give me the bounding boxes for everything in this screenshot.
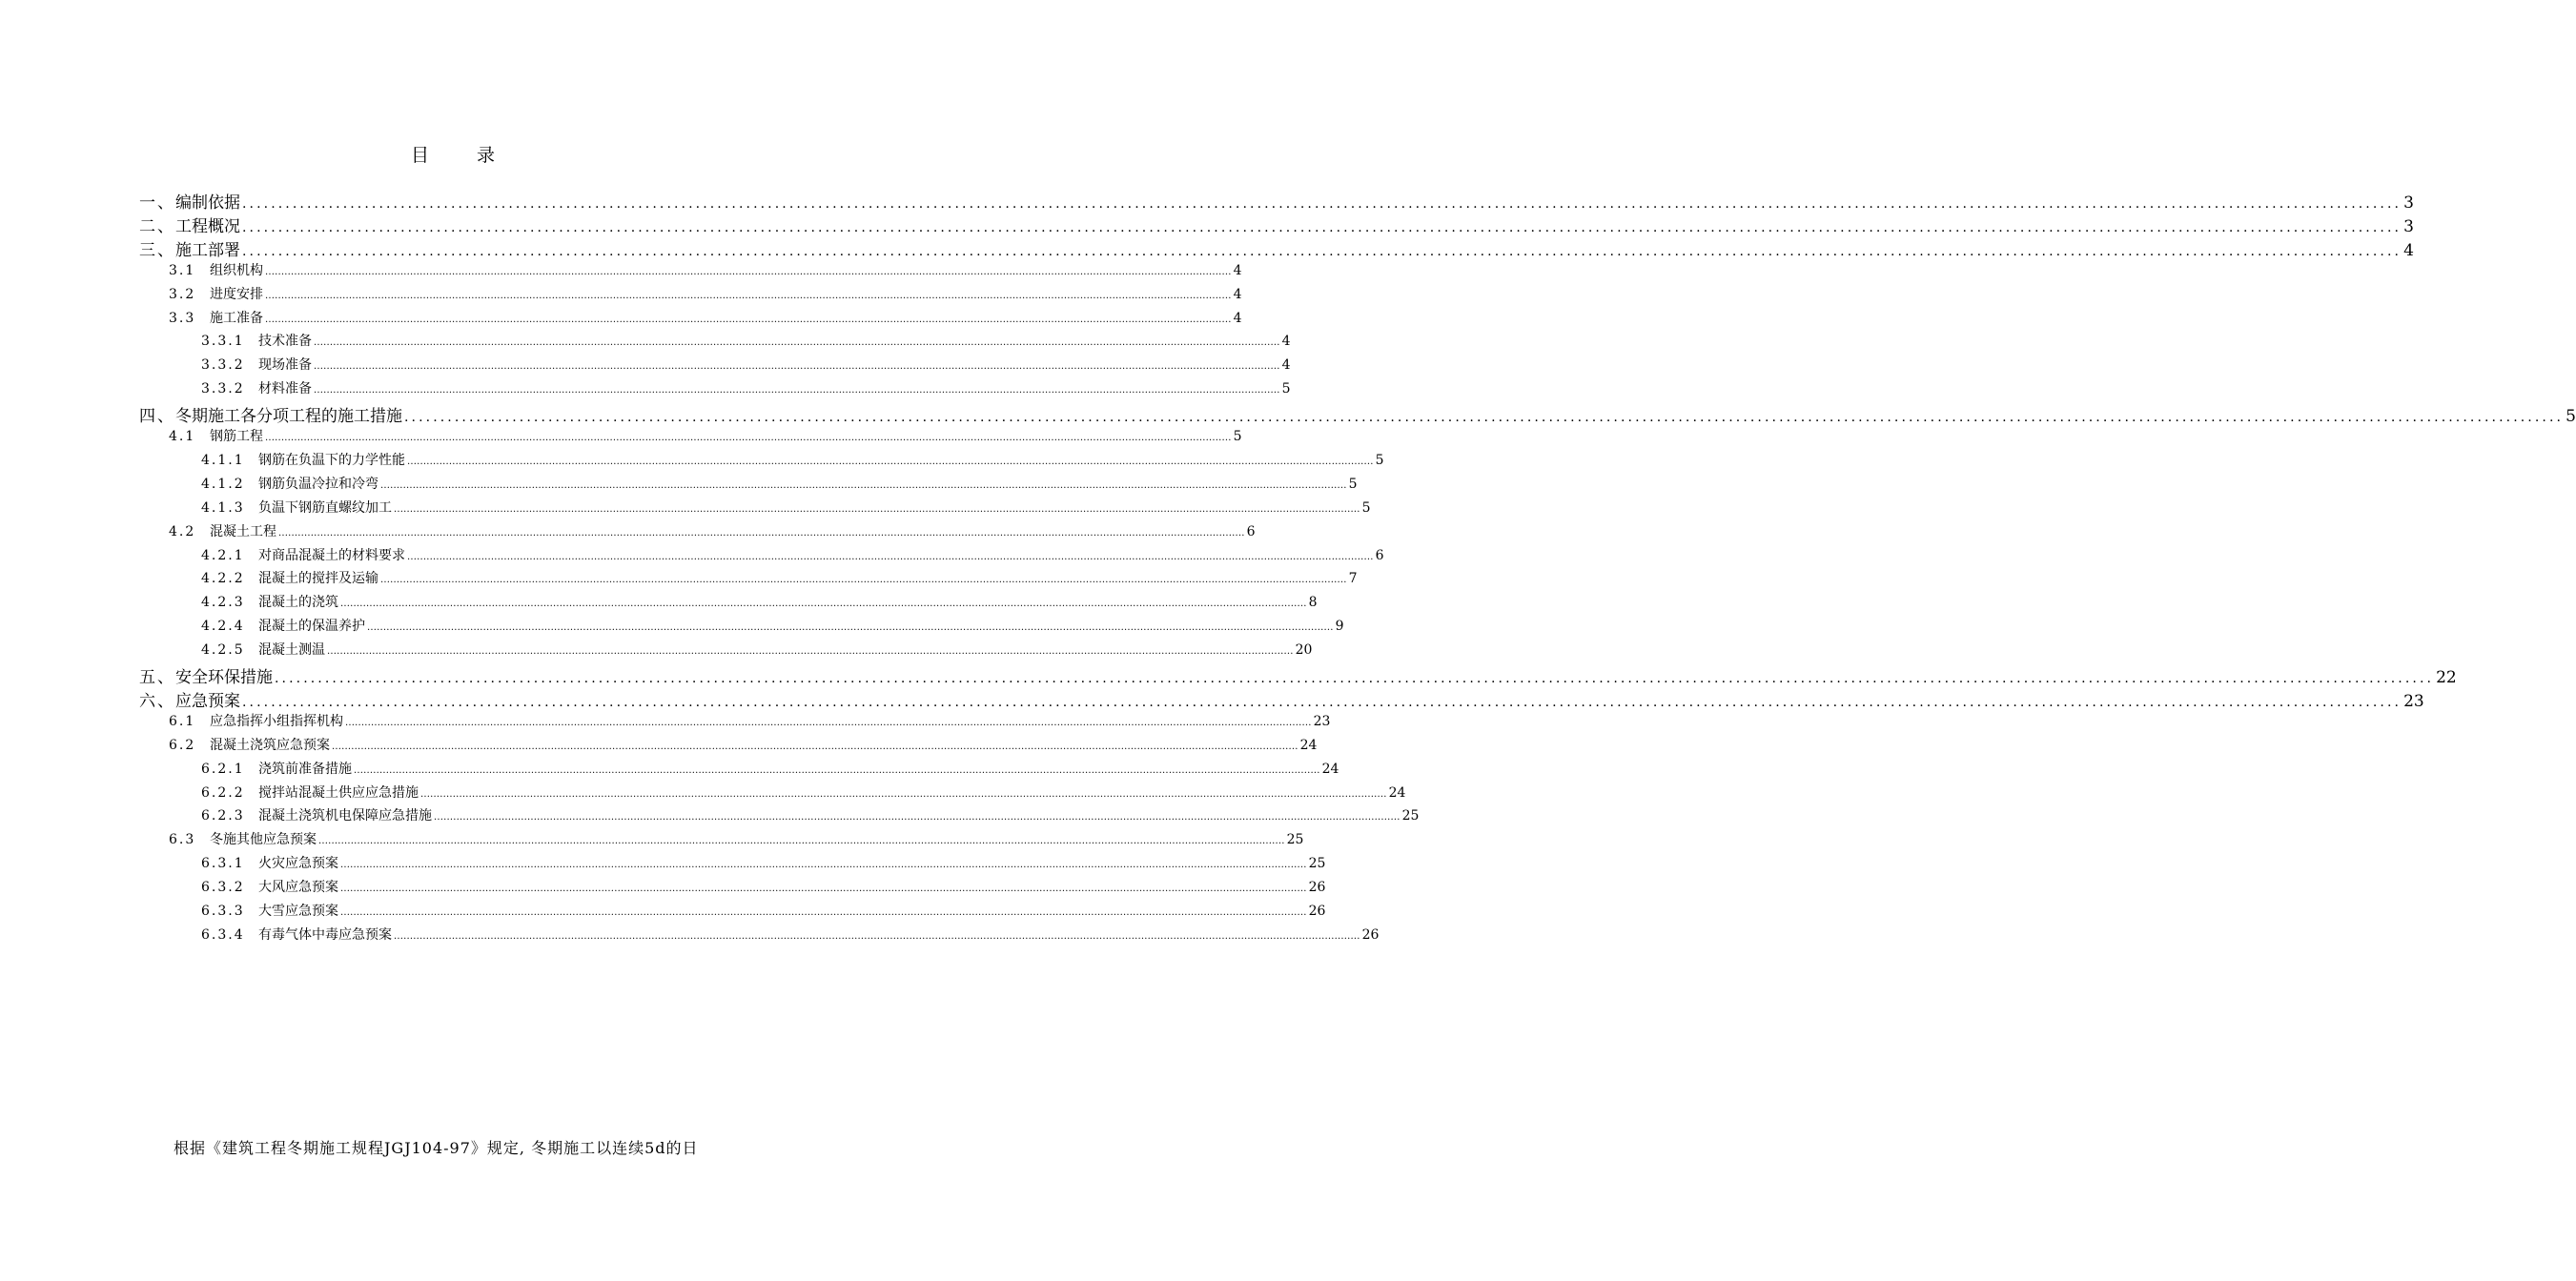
toc-entry-title: 有毒气体中毒应急预案 <box>258 926 392 943</box>
toc-entry-title: 应急预案 <box>175 691 240 711</box>
toc-entry-page-number: 26 <box>1308 904 1326 919</box>
toc-entry-title: 冬期施工各分项工程的施工措施 <box>175 407 402 427</box>
toc-entry-label <box>201 568 378 587</box>
toc-entry-title: 混凝土浇筑应急预案 <box>210 737 330 753</box>
toc-entry-label <box>201 450 405 469</box>
toc-entry-page-number: 24 <box>1388 784 1406 801</box>
toc-entry-number: 二、 <box>139 216 175 236</box>
dot-leader: ............................................................................................................................................................................................................................................................................................................ <box>242 694 2402 710</box>
toc-entry-page-number: 4 <box>1233 286 1242 302</box>
toc-entry-label <box>169 521 276 540</box>
toc-entry-title: 混凝土浇筑机电保障应急措施 <box>258 808 432 824</box>
dot-leader: ............................................................................................................................................................................................................................................................................................................ <box>242 243 2402 259</box>
dot-leader: ............................................................................................................................................................................................................................................................................................................ <box>314 361 1280 373</box>
toc-entry-number: 6.1 <box>169 713 196 729</box>
toc-entry[interactable] <box>201 592 1318 611</box>
toc-entry[interactable] <box>201 640 1313 659</box>
toc-entry[interactable] <box>169 521 1256 540</box>
toc-entry-title: 技术准备 <box>258 334 312 350</box>
toc-entry-page-number: 24 <box>1299 737 1318 753</box>
toc-entry-label <box>201 545 405 564</box>
dot-leader: ............................................................................................................................................................................................................................................................................................................ <box>340 884 1307 895</box>
dot-leader: ............................................................................................................................................................................................................................................................................................................ <box>275 671 2435 686</box>
toc-entry-label <box>139 402 402 426</box>
toc-entry-page-number: 25 <box>1401 808 1420 824</box>
toc-entry[interactable] <box>169 426 1242 445</box>
toc-entry-title: 安全环保措施 <box>175 668 273 687</box>
toc-entry[interactable] <box>169 711 1331 730</box>
toc-entry-number: 3.3.2 <box>201 357 245 374</box>
dot-leader: ............................................................................................................................................................................................................................................................................................................ <box>380 479 1347 491</box>
toc-entry[interactable] <box>139 402 2576 427</box>
dot-leader: ............................................................................................................................................................................................................................................................................................................ <box>404 410 2565 426</box>
dot-leader: ............................................................................................................................................................................................................................................................................................................ <box>265 314 1232 325</box>
toc-entry-label <box>169 260 263 279</box>
toc-entry-title: 搅拌站混凝土供应应急措施 <box>258 784 419 801</box>
toc-entry-number: 4.2.4 <box>201 619 245 635</box>
toc-entry[interactable] <box>169 308 1242 327</box>
toc-entry-title: 施工部署 <box>175 240 240 260</box>
toc-entry-number: 六、 <box>139 691 175 711</box>
toc-entry-label <box>139 189 240 213</box>
toc-entry[interactable] <box>169 829 1304 848</box>
toc-entry-number: 4.1.1 <box>201 452 245 468</box>
toc-entry-page-number: 23 <box>1313 713 1331 729</box>
toc-entry-title: 钢筋工程 <box>210 429 263 444</box>
dot-leader: ............................................................................................................................................................................................................................................................................................................ <box>420 788 1387 800</box>
toc-entry-title: 混凝土的保温养护 <box>258 619 365 635</box>
toc-entry-number: 6.2 <box>169 737 196 753</box>
toc-entry-title: 浇筑前准备措施 <box>258 761 352 777</box>
toc-entry-number: 一、 <box>139 193 175 213</box>
toc-entry-page-number: 4 <box>1281 334 1291 350</box>
toc-entry[interactable] <box>201 853 1326 872</box>
dot-leader: ............................................................................................................................................................................................................................................................................................................ <box>314 385 1280 396</box>
toc-entry-label <box>201 640 325 659</box>
dot-leader: ............................................................................................................................................................................................................................................................................................................ <box>367 622 1334 634</box>
toc-entry-number: 4.2.5 <box>201 642 245 659</box>
toc-entry-page-number: 4 <box>2403 240 2414 260</box>
toc-entry[interactable] <box>169 260 1242 279</box>
dot-leader: ............................................................................................................................................................................................................................................................................................................ <box>394 930 1360 942</box>
toc-entry-label <box>139 687 240 711</box>
toc-entry-title: 负温下钢筋直螺纹加工 <box>258 499 392 516</box>
toc-entry-page-number: 5 <box>1361 499 1371 516</box>
toc-entry-title: 应急指挥小组指挥机构 <box>210 713 343 729</box>
toc-entry[interactable] <box>201 616 1344 635</box>
dot-leader: ............................................................................................................................................................................................................................................................................................................ <box>345 717 1312 728</box>
toc-entry-number: 4.1.2 <box>201 476 245 492</box>
toc-entry-label <box>169 308 263 327</box>
toc-entry-number: 四、 <box>139 407 175 427</box>
toc-entry-number: 4.2.2 <box>201 571 245 587</box>
toc-entry-label <box>201 616 365 635</box>
toc-entry-number: 6.2.2 <box>201 784 245 801</box>
toc-entry-number: 4.2 <box>169 523 196 539</box>
toc-entry[interactable] <box>201 925 1380 944</box>
toc-entry-label <box>169 735 330 754</box>
toc-entry[interactable] <box>201 378 1291 397</box>
toc-entry-number: 五、 <box>139 668 175 687</box>
toc-entry-label <box>201 783 419 802</box>
toc-entry-label <box>169 284 263 303</box>
toc-entry[interactable] <box>201 759 1339 778</box>
toc-entry-title: 进度安排 <box>210 286 263 302</box>
toc-entry-label <box>201 805 432 824</box>
dot-leader: ............................................................................................................................................................................................................................................................................................................ <box>340 860 1307 871</box>
dot-leader: ............................................................................................................................................................................................................................................................................................................ <box>314 337 1280 349</box>
dot-leader: ............................................................................................................................................................................................................................................................................................................ <box>278 527 1245 539</box>
toc-entry-page-number: 23 <box>2403 691 2424 711</box>
toc-entry-page-number: 5 <box>1348 476 1358 492</box>
toc-entry[interactable] <box>201 498 1371 517</box>
toc-entry-title: 施工准备 <box>210 310 263 326</box>
toc-entry-label <box>201 474 378 493</box>
toc-entry[interactable] <box>139 236 2414 260</box>
toc-title: 目 录 <box>410 145 517 166</box>
toc-entry[interactable] <box>201 805 1420 824</box>
dot-leader: ............................................................................................................................................................................................................................................................................................................ <box>407 551 1374 562</box>
toc-entry-title: 对商品混凝土的材料要求 <box>258 547 405 563</box>
toc-entry-label <box>201 498 392 517</box>
dot-leader: ............................................................................................................................................................................................................................................................................................................ <box>265 433 1232 443</box>
toc-entry-page-number: 6 <box>1246 523 1256 539</box>
dot-leader: ............................................................................................................................................................................................................................................................................................................ <box>318 836 1285 847</box>
toc-entry-title: 大雪应急预案 <box>258 904 338 919</box>
toc-entry-page-number: 25 <box>1308 856 1326 872</box>
toc-entry[interactable] <box>139 189 2414 213</box>
toc-entry-title: 混凝土测温 <box>258 642 325 659</box>
toc-entry-number: 6.3 <box>169 832 196 848</box>
toc-entry[interactable] <box>201 545 1384 564</box>
toc-entry-label <box>201 901 338 920</box>
toc-entry-page-number: 8 <box>1308 595 1318 611</box>
dot-leader: ............................................................................................................................................................................................................................................................................................................ <box>242 196 2402 212</box>
toc-entry-page-number: 5 <box>1281 381 1291 397</box>
toc-entry-page-number: 26 <box>1361 926 1380 943</box>
dot-leader: ............................................................................................................................................................................................................................................................................................................ <box>242 219 2402 235</box>
dot-leader: ............................................................................................................................................................................................................................................................................................................ <box>340 599 1307 610</box>
body-text-line: 根据《建筑工程冬期施工规程JGJ104-97》规定, 冬期施工以连续5d的日 <box>174 1139 699 1157</box>
toc-entry-page-number: 5 <box>1233 429 1242 444</box>
toc-entry-title: 冬施其他应急预案 <box>210 832 317 848</box>
toc-entry-page-number: 4 <box>1233 262 1242 278</box>
dot-leader: ............................................................................................................................................................................................................................................................................................................ <box>327 646 1294 658</box>
toc-entry-title: 钢筋负温冷拉和冷弯 <box>258 476 378 492</box>
toc-entry[interactable] <box>201 901 1326 920</box>
toc-entry[interactable] <box>139 663 2457 687</box>
toc-entry-label <box>139 663 273 687</box>
toc-entry-title: 钢筋在负温下的力学性能 <box>258 452 405 468</box>
toc-entry-page-number: 5 <box>1375 452 1384 468</box>
toc-entry-number: 3.2 <box>169 286 196 302</box>
toc-entry-label <box>201 925 392 944</box>
dot-leader: ............................................................................................................................................................................................................................................................................................................ <box>380 575 1347 586</box>
toc-entry-title: 混凝土的浇筑 <box>258 595 338 611</box>
dot-leader: ............................................................................................................................................................................................................................................................................................................ <box>407 456 1374 467</box>
toc-entry[interactable] <box>139 213 2414 236</box>
toc-entry-label <box>201 877 338 896</box>
toc-entry-page-number: 7 <box>1348 571 1358 587</box>
toc-entry[interactable] <box>201 474 1358 493</box>
toc-entry-label <box>139 213 240 236</box>
dot-leader: ............................................................................................................................................................................................................................................................................................................ <box>265 290 1232 301</box>
dot-leader: ............................................................................................................................................................................................................................................................................................................ <box>265 266 1232 277</box>
toc-entry[interactable] <box>169 735 1318 754</box>
toc-entry[interactable] <box>201 331 1291 350</box>
toc-entry-page-number: 26 <box>1308 880 1326 896</box>
toc-entry-number: 三、 <box>139 240 175 260</box>
toc-entry[interactable] <box>201 877 1326 896</box>
toc-entry-page-number: 9 <box>1335 619 1344 635</box>
toc-entry-number: 3.3.1 <box>201 334 245 350</box>
toc-entry-number: 6.3.2 <box>201 880 245 896</box>
toc-entry-number: 4.1 <box>169 429 196 444</box>
toc-entry-title: 组织机构 <box>210 262 263 278</box>
toc-entry-label <box>169 426 263 445</box>
toc-entry-page-number: 5 <box>2566 407 2576 427</box>
toc-entry-number: 6.3.4 <box>201 926 245 943</box>
toc-entry-number: 3.3.2 <box>201 381 245 397</box>
toc-entry-label <box>201 592 338 611</box>
toc-entry-number: 4.2.1 <box>201 547 245 563</box>
toc-entry-number: 6.2.1 <box>201 761 245 777</box>
dot-leader: ............................................................................................................................................................................................................................................................................................................ <box>354 764 1320 776</box>
toc-entry[interactable] <box>201 783 1406 802</box>
toc-entry-label <box>201 759 352 778</box>
toc-entry-page-number: 24 <box>1321 761 1339 777</box>
toc-entry[interactable] <box>201 355 1291 374</box>
toc-entry-title: 工程概况 <box>175 216 240 236</box>
toc-entry-number: 3.3 <box>169 310 196 326</box>
toc-entry-page-number: 4 <box>1281 357 1291 374</box>
toc-entry-title: 编制依据 <box>175 193 240 213</box>
toc-entry-number: 4.2.3 <box>201 595 245 611</box>
toc-entry-number: 6.3.1 <box>201 856 245 872</box>
toc-entry-page-number: 4 <box>1233 310 1242 326</box>
toc-entry-title: 大风应急预案 <box>258 880 338 896</box>
toc-entry-number: 6.2.3 <box>201 808 245 824</box>
toc-entry[interactable] <box>201 568 1358 587</box>
toc-entry-page-number: 20 <box>1295 642 1313 659</box>
toc-entry-number: 3.1 <box>169 262 196 278</box>
toc-entry[interactable] <box>169 284 1242 303</box>
toc-entry-page-number: 3 <box>2403 216 2414 236</box>
toc-entry-label <box>139 236 240 260</box>
toc-entry-label <box>201 378 312 397</box>
toc-entry[interactable] <box>201 450 1384 469</box>
dot-leader: ............................................................................................................................................................................................................................................................................................................ <box>332 741 1298 752</box>
toc-entry-page-number: 22 <box>2436 668 2457 687</box>
toc-entry-number: 4.1.3 <box>201 499 245 516</box>
toc-entry-number: 6.3.3 <box>201 904 245 919</box>
toc-entry[interactable] <box>139 687 2424 711</box>
toc-entry-label <box>201 331 312 350</box>
toc-entry-title: 混凝土的搅拌及运输 <box>258 571 378 587</box>
toc-entry-title: 混凝土工程 <box>210 523 276 539</box>
toc-entry-title: 材料准备 <box>258 381 312 397</box>
toc-entry-label <box>169 711 343 730</box>
toc-entry-page-number: 3 <box>2403 193 2414 213</box>
toc-entry-title: 火灾应急预案 <box>258 856 338 872</box>
toc-entry-label <box>169 829 317 848</box>
toc-entry-title: 现场准备 <box>258 357 312 374</box>
toc-entry-page-number: 25 <box>1286 832 1304 848</box>
toc-entry-label <box>201 355 312 374</box>
dot-leader: ............................................................................................................................................................................................................................................................................................................ <box>394 503 1360 515</box>
toc-entry-label <box>201 853 338 872</box>
dot-leader: ............................................................................................................................................................................................................................................................................................................ <box>434 812 1400 824</box>
dot-leader: ............................................................................................................................................................................................................................................................................................................ <box>340 907 1307 918</box>
toc-entry-page-number: 6 <box>1375 547 1384 563</box>
